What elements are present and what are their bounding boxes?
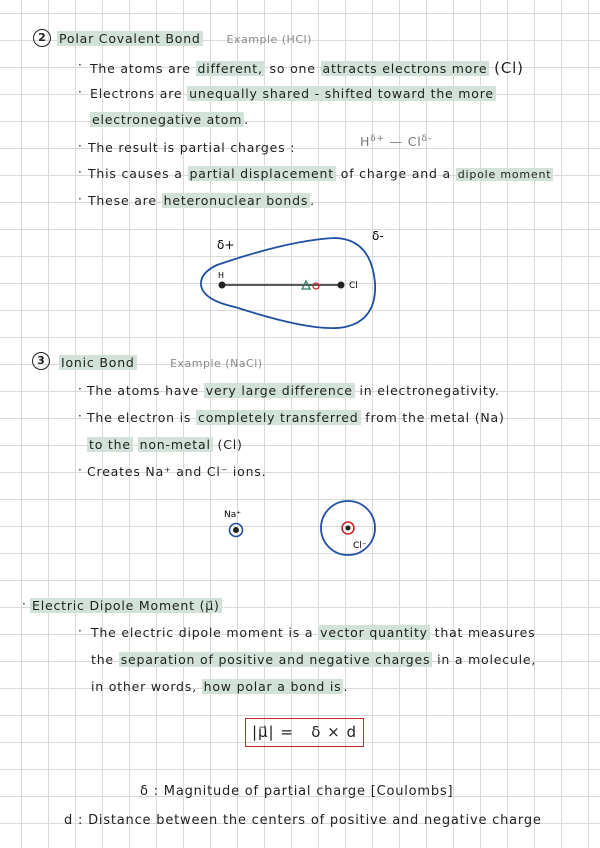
definition-distance: [64, 813, 542, 828]
h-nucleus: [219, 282, 226, 289]
ionic-bullet-1: [87, 383, 500, 398]
polar-bullet-1: [90, 59, 524, 77]
text: δ : Magnitude of partial charge [Coulombs]: [140, 784, 454, 799]
mu-symbol: (μ⃗): [199, 598, 220, 613]
ionic-title-text: Ionic Bond: [61, 355, 135, 370]
text: (Cl): [217, 437, 243, 452]
text: in other words,: [91, 679, 197, 694]
dipole-line-2: [91, 652, 536, 667]
text: so one: [269, 61, 316, 76]
na-ion-label: Na⁺: [224, 510, 241, 520]
bullet: ·: [78, 165, 82, 179]
negative-center-circle: [313, 283, 319, 289]
bullet: ·: [78, 382, 82, 396]
polar-bond-diagram: [195, 225, 390, 340]
h-symbol: H: [360, 134, 371, 150]
polar-bullet-5: [88, 193, 315, 208]
bullet: ·: [78, 409, 82, 423]
text: .: [343, 679, 349, 694]
section-number-2: 2: [33, 29, 51, 47]
text: The electric dipole moment is a: [91, 625, 314, 640]
definition-delta: [140, 784, 453, 799]
highlight: how polar a bond is: [203, 679, 342, 694]
highlight: to the: [89, 437, 131, 452]
cl-nucleus: [338, 282, 345, 289]
delta-plus-label: δ+: [217, 238, 235, 252]
dipole-formula: |μ⃗| = δ × d: [245, 718, 364, 747]
text: of charge and a: [340, 166, 451, 181]
text: .: [310, 193, 315, 208]
highlight: electronegative atom: [92, 112, 243, 127]
bullet: ·: [78, 139, 82, 153]
text: in electronegativity.: [359, 383, 500, 398]
text: Electrons are: [90, 86, 183, 101]
text: (Cl): [494, 59, 524, 77]
polar-bullet-3: [88, 140, 295, 155]
highlight: unequally shared - shifted toward the more: [189, 86, 494, 101]
cl-charge: δ-: [421, 134, 432, 144]
ionic-title: [59, 355, 263, 370]
polar-bullet-2-cont: [90, 112, 249, 127]
delta-minus-label: δ-: [372, 229, 384, 243]
section-number-3: 3: [32, 352, 50, 370]
partial-charges-formula: [360, 134, 432, 149]
dipole-title: [30, 598, 222, 613]
cl-ion-nucleus: [346, 526, 351, 531]
ionic-bullet-2: [87, 410, 505, 425]
cl-symbol: Cl: [407, 134, 422, 150]
dipole-line-1: [91, 625, 535, 640]
bullet: ·: [78, 192, 82, 206]
bullet: ·: [78, 463, 82, 477]
text: the: [91, 652, 114, 667]
bond-dash: —: [389, 134, 403, 150]
dipole-line-3: [91, 679, 348, 694]
text: These are: [88, 193, 157, 208]
text: The atoms have: [87, 383, 199, 398]
highlight: partial displacement: [189, 166, 334, 181]
highlight: very large difference: [205, 383, 353, 398]
highlight: different,: [197, 61, 263, 76]
text: in a molecule,: [437, 652, 537, 667]
h-label: H: [218, 271, 225, 280]
ionic-example: Example (NaCl): [170, 357, 263, 370]
highlight: completely transferred: [198, 410, 359, 425]
ionic-bond-diagram: [215, 495, 390, 565]
text: The atoms are: [90, 61, 191, 76]
text: This causes a: [88, 166, 183, 181]
ionic-bullet-2-cont: [87, 437, 243, 452]
bullet: ·: [78, 624, 82, 638]
polar-title: [57, 31, 312, 46]
ionic-bullet-3: [87, 464, 266, 479]
text: .: [244, 112, 249, 127]
text: The electron is: [87, 410, 192, 425]
text: that measures: [434, 625, 536, 640]
cl-label: Cl: [349, 281, 358, 291]
polar-example: Example (HCl): [226, 33, 312, 46]
h-charge: δ+: [370, 134, 385, 144]
bullet: ·: [78, 58, 82, 72]
dipole-title-text: [30, 598, 222, 613]
text: d : Distance between the centers of positive and negative charge: [64, 813, 542, 828]
polar-bullet-2: [90, 86, 496, 101]
na-ion-nucleus: [233, 527, 239, 533]
text: Creates Na⁺ and Cl⁻ ions.: [87, 464, 267, 479]
highlight: attracts electrons more: [322, 61, 488, 76]
highlight: non-metal: [139, 437, 211, 452]
highlight: separation of positive and negative charges: [120, 652, 431, 667]
cl-ion-label: Cl⁻: [353, 541, 367, 551]
text: Electric Dipole Moment: [32, 598, 195, 613]
highlight: dipole moment: [457, 168, 552, 181]
polar-bullet-4: [88, 166, 553, 181]
bullet: ·: [78, 85, 82, 99]
text: The result is partial charges :: [88, 140, 296, 155]
highlight: vector quantity: [320, 625, 428, 640]
polar-title-text: Polar Covalent Bond: [59, 31, 201, 46]
highlight: heteronuclear bonds: [163, 193, 309, 208]
bullet: ·: [22, 597, 26, 611]
text: from the metal (Na): [365, 410, 505, 425]
